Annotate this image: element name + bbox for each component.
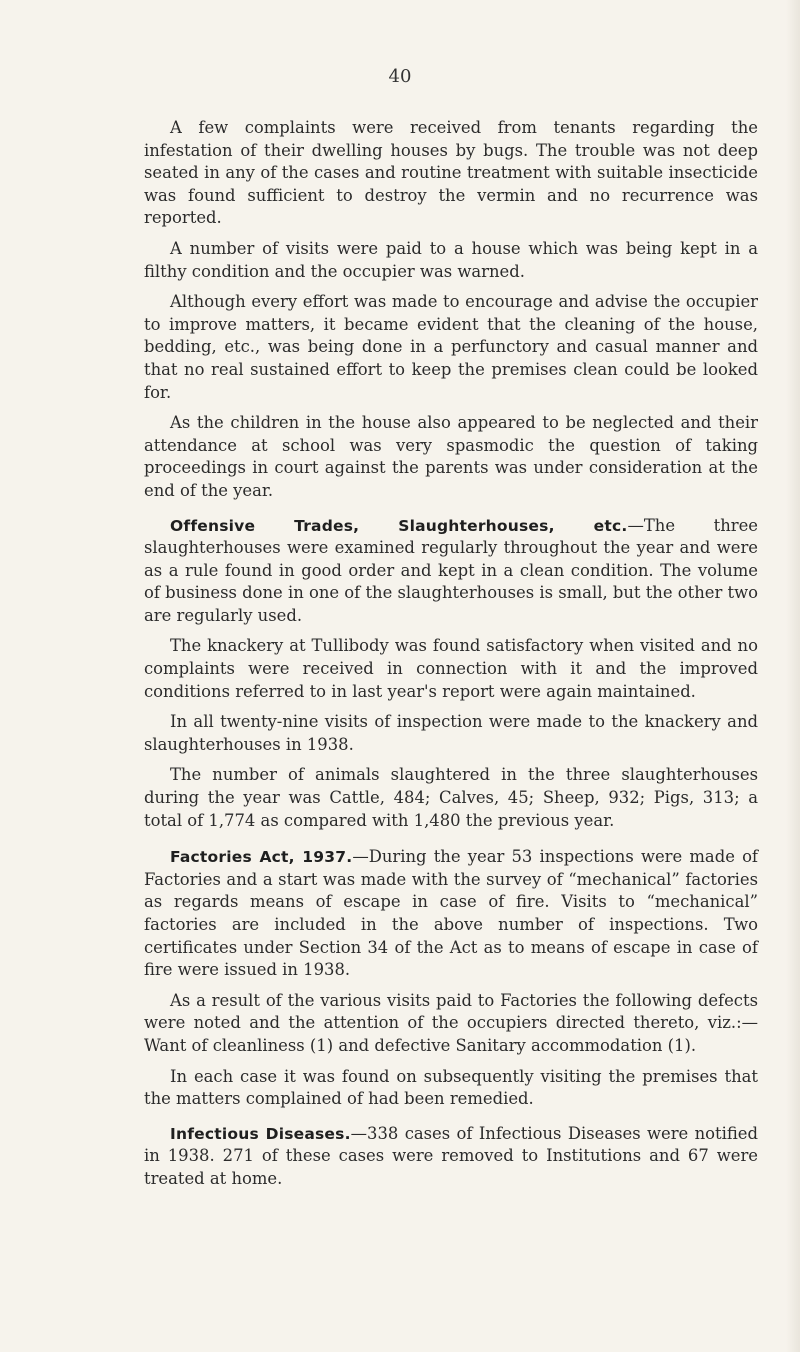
paragraph-cleaning: Although every effort was made to encourage and advise the occupier to improve matters, it became evident that the cleaning of the house, bedding, etc., was being done in a perfunctory and casual manner and that no real sustained effort to keep the premises clean could be looked for. [144,292,758,402]
section-heading-factories-act: Factories Act, 1937. [170,848,353,867]
section-heading-infectious-diseases: Infectious Diseases. [170,1124,351,1143]
paragraph-remedied: In each case it was found on subsequently visiting the premises that the matters complained of had been remedied. [144,1066,758,1109]
section-heading-offensive-trades: Offensive Trades, Slaughterhouses, etc. [170,516,628,535]
paragraph-offensive-trades [144,515,758,628]
paragraph-filthy-house: A number of visits were paid to a house which was being kept in a filthy condition and the occupier was warned. [144,238,758,281]
paragraph-children: As the children in the house also appeared to be neglected and their attendance at school was very spasmodic the question of taking proceedings in court against the parents was under consideration at the end of the year. [144,413,758,500]
factories-act-text: —During the year 53 inspections were made of Factories and a start was made with the survey of “mechanical” factories as regards means of escape in case of fire. Visits to “mechanical” factories are included in the above number of inspections. Two certificates under Section 34 of the Act as to means of escape in case of fire were issued in 1938. [144,847,758,980]
paragraph-infectious-diseases [144,1123,758,1191]
page-edge [786,0,800,1352]
paragraph-defects: As a result of the various visits paid to Factories the following defects were noted and the attention of the occupiers directed thereto, viz.:—Want of cleanliness (1) and defective Sanitary accommodation (1). [144,990,758,1055]
paragraph-bugs: A few complaints were received from tenants regarding the infestation of their dwelling houses by bugs. The trouble was not deep seated in any of the cases and routine treatment with suitable insecticide was found sufficient to destroy the vermin and no recurrence was reported. [144,118,758,228]
paragraph-visits: In all twenty-nine visits of inspection were made to the knackery and slaughterhouses in 1938. [144,712,758,754]
infectious-diseases-text: —338 cases of Infectious Diseases were notified in 1938. 271 of these cases were removed to Institutions and 67 were treated at home. [144,1123,758,1188]
offensive-trades-text: —The three slaughterhouses were examined regularly throughout the year and were as a rule found in good order and kept in a clean condition. The volume of business done in one of the slaughterhouses is small, but the other two are regularly used. [144,515,759,625]
paragraph-animals: The number of animals slaughtered in the three slaughterhouses during the year was Cattle, 484; Calves, 45; Sheep, 932; Pigs, 313; a total of 1,774 as compared with 1,480 the previous year. [144,765,758,830]
paragraph-factories-act [144,846,758,982]
document-body [144,117,758,1199]
paragraph-knackery: The knackery at Tullibody was found satisfactory when visited and no complaints were received in connection with it and the improved conditions referred to in last year's report were again maintained. [144,636,758,701]
page-number: 40 [388,66,412,87]
